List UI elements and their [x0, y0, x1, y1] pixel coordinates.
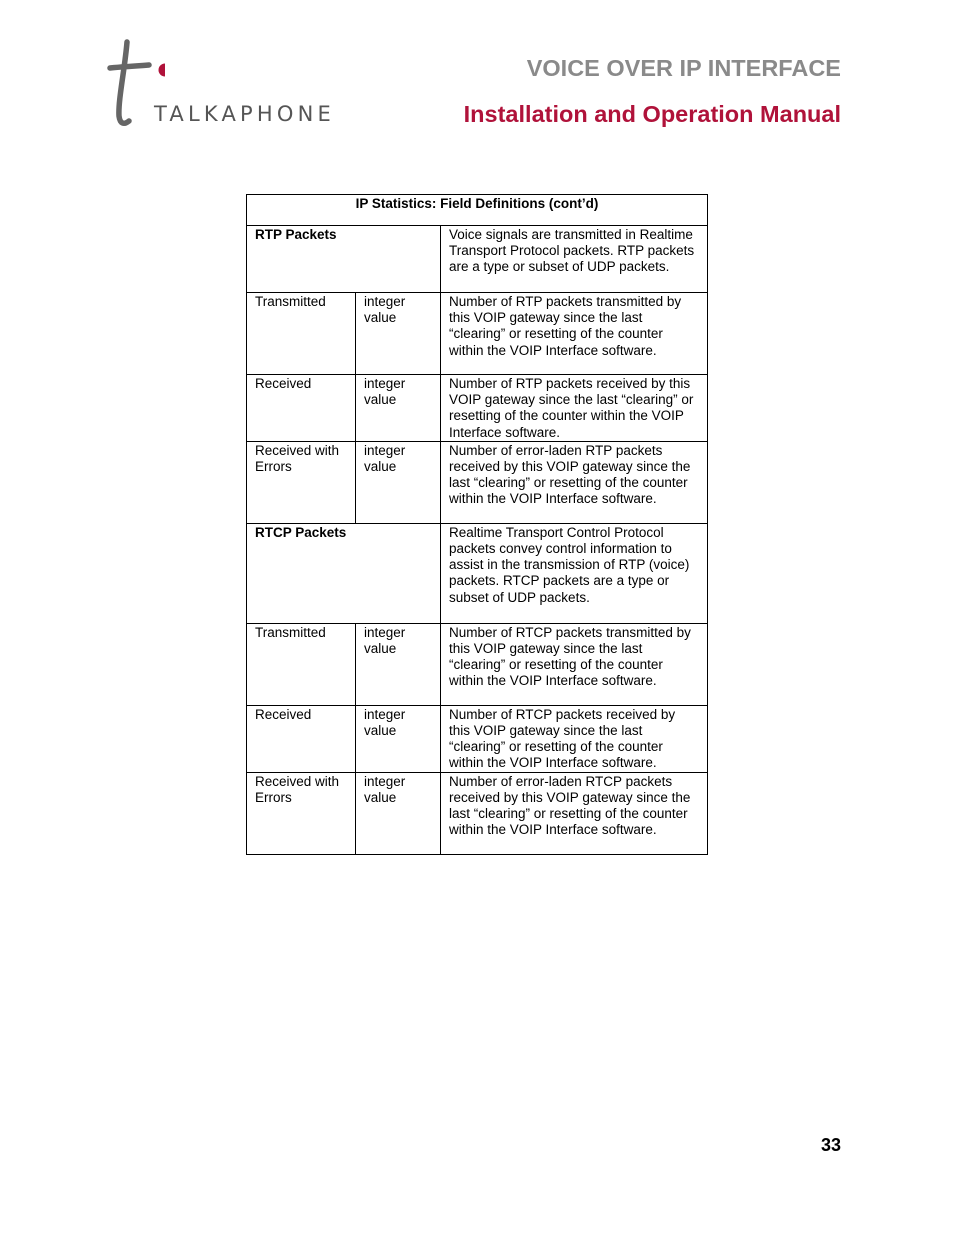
section-label-rtcp: RTCP Packets [247, 523, 441, 623]
table-row [247, 375, 708, 442]
field-name: Transmitted [247, 623, 356, 705]
table-row [247, 623, 708, 705]
field-type: integer value [356, 375, 441, 442]
field-type: integer value [356, 705, 441, 772]
field-name: Received with Errors [247, 772, 356, 854]
section-row-rtp [247, 226, 708, 293]
logo-wordmark: TALKAPHONE [154, 102, 335, 126]
field-type: integer value [356, 441, 441, 523]
field-name: Received [247, 705, 356, 772]
field-description: Number of RTCP packets transmitted by this VOIP gateway since the last “clearing” or resetting of the counter within the VOIP Interface software. [441, 623, 708, 705]
table-row [247, 772, 708, 854]
table-title-row [247, 195, 708, 226]
section-row-rtcp [247, 523, 708, 623]
talkaphone-logo [105, 38, 365, 130]
field-name: Received with Errors [247, 441, 356, 523]
page-number: 33 [820, 1135, 841, 1155]
document-subtitle: Installation and Operation Manual [463, 101, 841, 127]
field-definitions-table [246, 194, 708, 855]
field-description: Number of RTP packets transmitted by this VOIP gateway since the last “clearing” or resetting of the counter within the VOIP Interface software. [441, 293, 708, 375]
field-description: Number of error-laden RTCP packets received by this VOIP gateway since the last “clearing” or resetting of the counter within the VOIP Interface software. [441, 772, 708, 854]
section-description-rtp: Voice signals are transmitted in Realtime Transport Protocol packets. RTP packets are a type or subset of UDP packets. [441, 226, 708, 293]
table-title: IP Statistics: Field Definitions (cont’d) [247, 195, 708, 226]
field-type: integer value [356, 293, 441, 375]
field-description: Number of error-laden RTP packets received by this VOIP gateway since the last “clearing” or resetting of the counter within the VOIP Interface software. [441, 441, 708, 523]
table-row [247, 705, 708, 772]
field-type: integer value [356, 623, 441, 705]
field-name: Received [247, 375, 356, 442]
field-description: Number of RTP packets received by this VOIP gateway since the last “clearing” or resetting of the counter within the VOIP Interface software. [441, 375, 708, 442]
field-type: integer value [356, 772, 441, 854]
section-label-rtp: RTP Packets [247, 226, 441, 293]
table-row [247, 293, 708, 375]
field-description: Number of RTCP packets received by this VOIP gateway since the last “clearing” or resetting of the counter within the VOIP Interface software. [441, 705, 708, 772]
field-name: Transmitted [247, 293, 356, 375]
table-row [247, 441, 708, 523]
section-description-rtcp: Realtime Transport Control Protocol packets convey control information to assist in the transmission of RTP (voice) packets. RTCP packets are a type or subset of UDP packets. [441, 523, 708, 623]
document-title: VOICE OVER IP INTERFACE [526, 55, 841, 81]
